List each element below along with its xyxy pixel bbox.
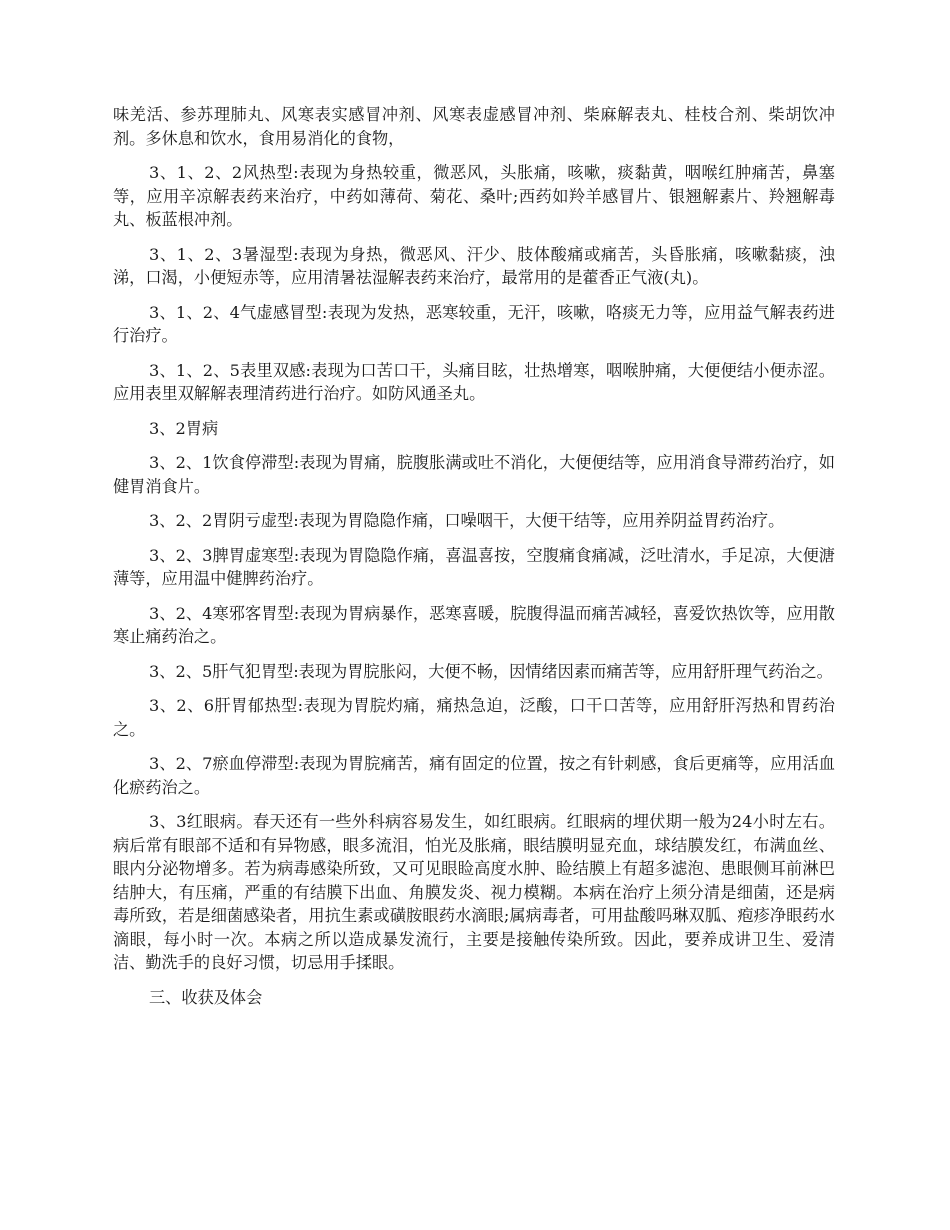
paragraph-exterior-interior-type: 3、1、2、5表里双感:表现为口苦口干，头痛目眩，壮热增寒，咽喉肿痛，大便便结小便赤涩。应用表里双解解表理清药进行治疗。如防风通圣丸。 [113,360,835,403]
paragraph-wind-heat-type: 3、1、2、2风热型:表现为身热较重，微恶风，头胀痛，咳嗽，痰黏黄，咽喉红肿痛苦，鼻塞等，应用辛凉解表药来治疗，中药如薄荷、菊花、桑叶;西药如羚羊感冒片、银翘解素片、羚翘解毒丸、板蓝根冲剂。 [113,163,835,229]
paragraph-cold-evil-stomach-type: 3、2、4寒邪客胃型:表现为胃病暴作，恶寒喜暖，脘腹得温而痛苦减轻，喜爱饮热饮等，应用散寒止痛药治之。 [113,603,835,646]
section-heading-stomach-disease: 3、2胃病 [149,418,219,438]
paragraph-food-stagnation-type: 3、2、1饮食停滞型:表现为胃痛，脘腹胀满或吐不消化，大便便结等，应用消食导滞药治疗，如健胃消食片。 [113,453,835,496]
paragraph-liver-stomach-heat-type: 3、2、6肝胃郁热型:表现为胃脘灼痛，痛热急迫，泛酸，口干口苦等，应用舒肝泻热和胃药治之。 [113,696,835,739]
paragraph-continuation: 味羌活、参苏理肺丸、风寒表实感冒冲剂、风寒表虚感冒冲剂、柴麻解表丸、桂枝合剂、柴胡饮冲剂。多休息和饮水，食用易消化的食物， [113,105,835,148]
paragraph-qi-deficiency-type: 3、1、2、4气虚感冒型:表现为发热，恶寒较重，无汗，咳嗽，咯痰无力等，应用益气解表药进行治疗。 [113,302,835,345]
paragraph-spleen-stomach-cold-type: 3、2、3脾胃虚寒型:表现为胃隐隐作痛，喜温喜按，空腹痛食痛减，泛吐清水，手足凉，大便溏薄等，应用温中健脾药治疗。 [113,545,835,588]
paragraph-stomach-yin-deficiency-type: 3、2、2胃阴亏虚型:表现为胃隐隐作痛，口噪咽干，大便干结等，应用养阴益胃药治疗。 [149,511,785,530]
paragraph-liver-qi-stomach-type: 3、2、5肝气犯胃型:表现为胃脘胀闷，大便不畅，因情绪因素而痛苦等，应用舒肝理气药治之。 [149,661,833,681]
paragraph-pink-eye: 3、3红眼病。春天还有一些外科病容易发生，如红眼病。红眼病的埋伏期一般为24小时左右。病后常有眼部不适和有异物感，眼多流泪，怕光及胀痛，眼结膜明显充血，球结膜发红，布满血丝、眼内分泌物增多。若为病毒感染所致，又可见眼睑高度水肿、睑结膜上有超多滤泡、患眼侧耳前淋巴结肿大，有压痛，严重的有结膜下出血、角膜发炎、视力模糊。本病在治疗上须分清是细菌，还是病毒所致，若是细菌感染者，用抗生素或磺胺眼药水滴眼;属病毒者，可用盐酸吗琳双胍、疱疹净眼药水滴眼，每小时一次。本病之所以造成暴发流行，主要是接触传染所致。因此，要养成讲卫生、爱清洁、勤洗手的良好习惯，切忌用手揉眼。 [113,812,835,972]
section-heading-gains: 三、收获及体会 [149,987,263,1007]
document-page [113,103,835,1020]
paragraph-blood-stasis-type: 3、2、7瘀血停滞型:表现为胃脘痛苦，痛有固定的位置，按之有针刺感，食后更痛等，应用活血化瘀药治之。 [113,754,835,797]
paragraph-summer-damp-type: 3、1、2、3暑湿型:表现为身热，微恶风、汗少、肢体酸痛或痛苦，头昏胀痛，咳嗽黏痰，浊涕，口渴，小便短赤等，应用清暑祛湿解表药来治疗，最常用的是藿香正气液(丸)。 [113,244,835,287]
